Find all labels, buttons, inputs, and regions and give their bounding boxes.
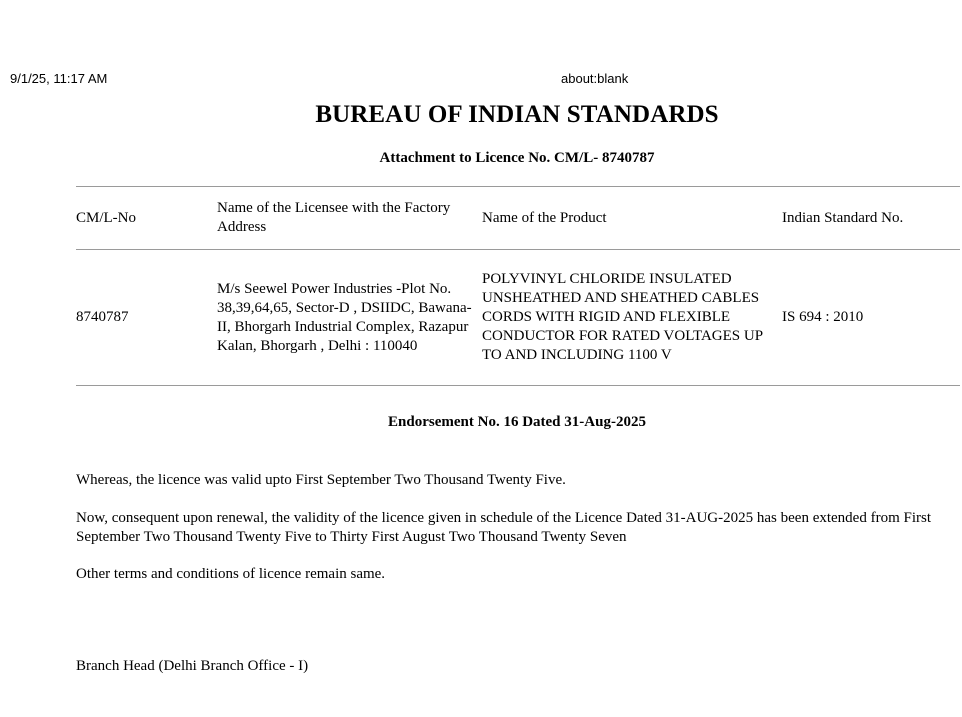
print-url: about:blank (561, 71, 629, 86)
column-header-licensee: Name of the Licensee with the Factory Address (217, 187, 482, 250)
cell-cml-no: 8740787 (76, 250, 217, 386)
document-subtitle: Attachment to Licence No. CM/L- 8740787 (379, 150, 655, 166)
licence-table (76, 186, 960, 386)
endorsement-heading: Endorsement No. 16 Dated 31-Aug-2025 (388, 414, 646, 430)
column-header-standard: Indian Standard No. (782, 187, 960, 250)
column-header-cml-no: CM/L-No (76, 187, 217, 250)
cell-standard-no: IS 694 : 2010 (782, 250, 960, 386)
cell-licensee-address: M/s Seewel Power Industries -Plot No. 38,39,64,65, Sector-D , DSIIDC, Bawana-II, Bhorgarh Industrial Complex, Razapur Kalan, Bhorgarh , Delhi : 110040 (217, 250, 482, 386)
paragraph-renewal: Now, consequent upon renewal, the validity of the licence given in schedule of the Licence Dated 31-AUG-2025 has been extended from First September Two Thousand Twenty Five to Thirty First August Two Thousand Twenty Seven (76, 510, 931, 545)
paragraph-terms: Other terms and conditions of licence remain same. (76, 566, 386, 582)
signature-line: Branch Head (Delhi Branch Office - I) (76, 658, 309, 674)
paragraph-validity: Whereas, the licence was valid upto First September Two Thousand Twenty Five. (76, 472, 566, 488)
print-timestamp: 9/1/25, 11:17 AM (10, 71, 108, 86)
print-header (10, 71, 952, 89)
column-header-product: Name of the Product (482, 187, 782, 250)
cell-product-name: POLYVINYL CHLORIDE INSULATED UNSHEATHED AND SHEATHED CABLES CORDS WITH RIGID AND FLEXIBLE CONDUCTOR FOR RATED VOLTAGES UP TO AND INCLUDING 1100 V (482, 250, 782, 386)
document-title: BUREAU OF INDIAN STANDARDS (315, 101, 719, 128)
table-header-row (76, 187, 960, 250)
table-row (76, 250, 960, 386)
